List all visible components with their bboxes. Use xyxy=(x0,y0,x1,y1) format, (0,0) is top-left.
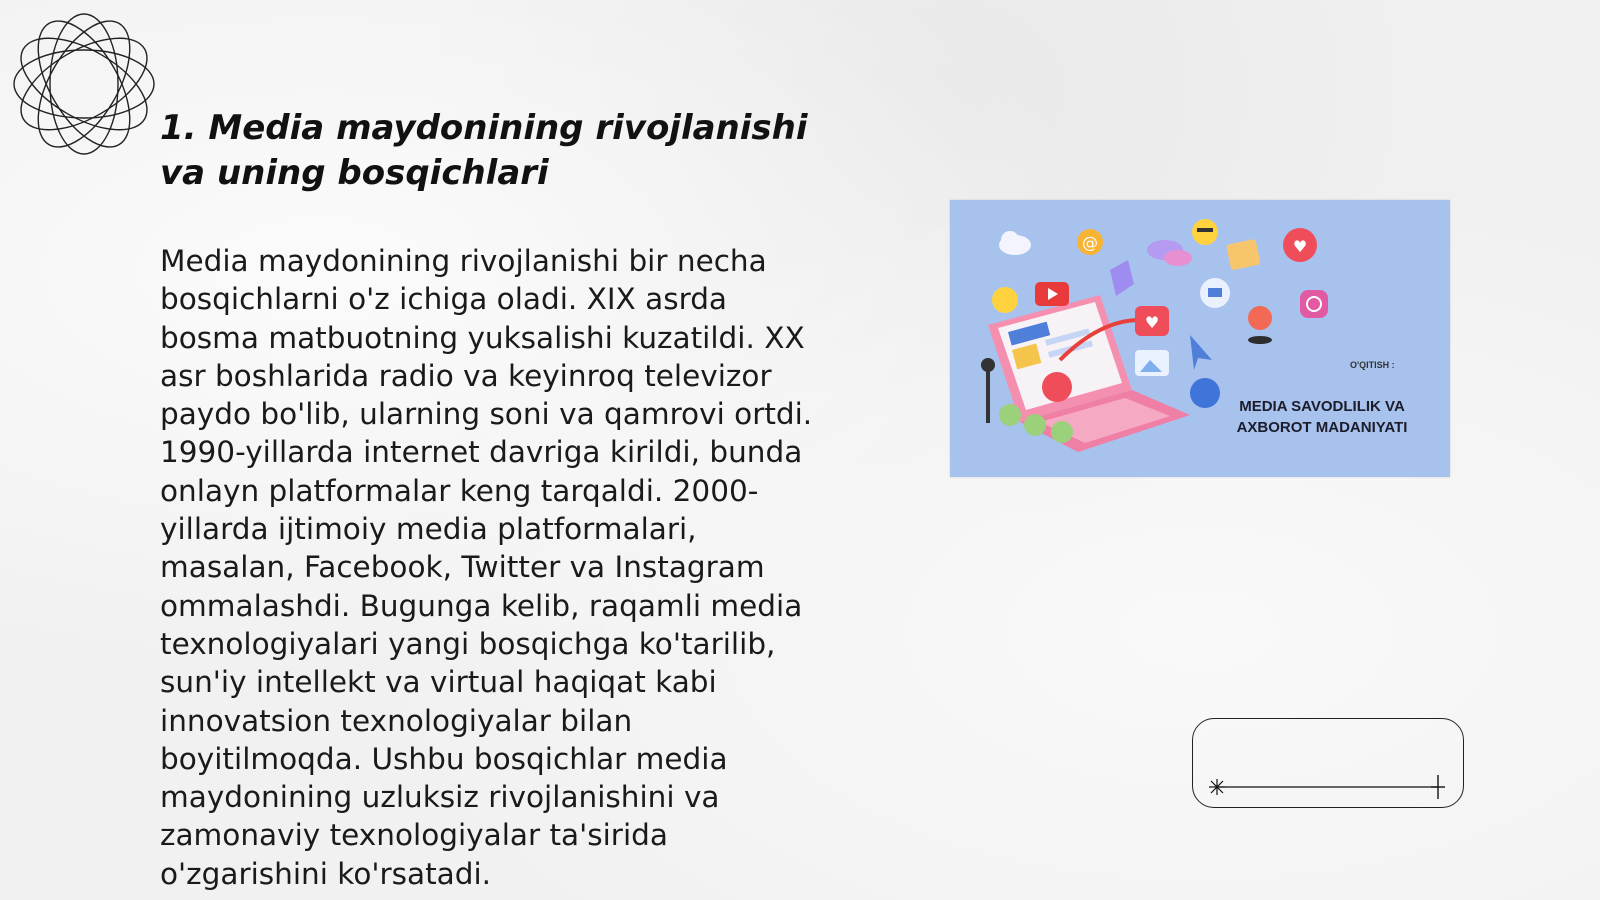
star-line-icon xyxy=(1193,719,1465,809)
emoji-icon xyxy=(992,287,1018,313)
svg-text:♥: ♥ xyxy=(1292,237,1308,256)
message-icon xyxy=(1200,278,1230,308)
media-literacy-illustration xyxy=(950,200,1450,477)
slide-title: 1. Media maydonining rivojlanishi va uning bosqichlari xyxy=(160,108,808,193)
at-icon xyxy=(1077,229,1103,255)
play-icon xyxy=(1035,282,1069,306)
chat-bubbles-icon xyxy=(1147,240,1192,266)
svg-text:@: @ xyxy=(1082,233,1098,252)
location-pin-icon xyxy=(1248,306,1272,344)
image-caption: MEDIA SAVODLILIK VA AXBOROT MADANIYATI xyxy=(1236,398,1408,436)
heart-icon xyxy=(1283,228,1317,262)
image-icon xyxy=(1135,350,1169,376)
cloud-icon xyxy=(999,231,1031,255)
smile-emoji-icon xyxy=(1192,219,1218,245)
decorative-frame xyxy=(1192,718,1464,808)
svg-text:♥: ♥ xyxy=(1144,313,1160,332)
slide-body-text: Media maydonining rivojlanishi bir necha bosqichlarni o'z ichiga oladi. XIX asrda bosma matbuotning yuksalishi kuzatildi. XX asr boshlarida radio va keyinroq televizor paydo bo'lib, ularning soni va qamrovi ortdi. 1990-yillarda internet davriga kirildi, bunda onlayn platformalar keng tarqaldi. 2000-yillarda ijtimoiy media platformalari, masalan, Facebook, Twitter va Instagram ommalashdi. Bugunga kelib, raqamli media texnologiyalari yangi bosqichga ko'tarilib, sun'iy intellekt va virtual haqiqat kabi innovatsion texnologiyalar bilan boyitilmoqda. Ushbu bosqichlar media maydonining uzluksiz rivojlanishini va zamonaviy texnologiyalar ta'sirida o'zgarishini ko'rsatadi. xyxy=(160,244,813,891)
thumbs-up-icon xyxy=(1042,372,1072,402)
image-small-label: O'QITISH : xyxy=(1350,360,1395,370)
heart-bubble-icon xyxy=(1135,306,1169,336)
orbit-rings-icon xyxy=(10,10,158,158)
lightning-icon xyxy=(1110,260,1134,296)
folder-icon xyxy=(1226,239,1261,271)
cursor-icon xyxy=(1190,335,1212,370)
instagram-icon xyxy=(1300,290,1328,318)
